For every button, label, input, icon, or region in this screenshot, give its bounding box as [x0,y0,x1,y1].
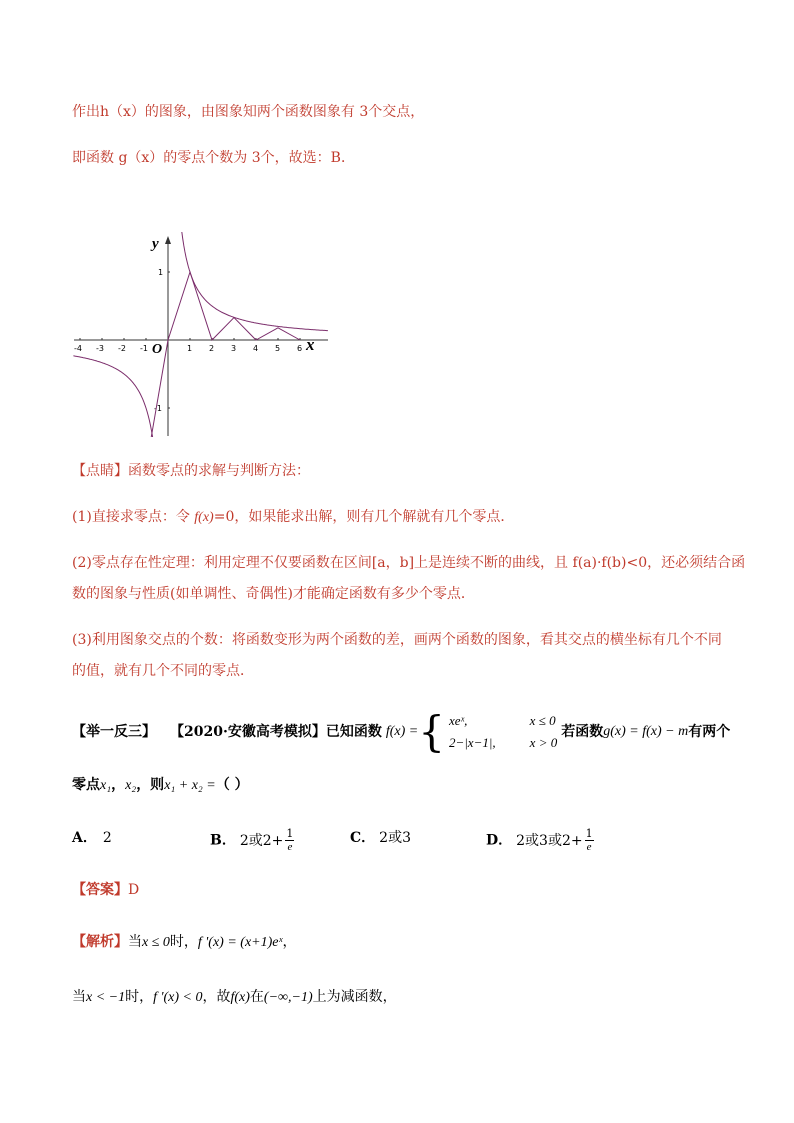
analysis-2-e: 上为减函数， [312,989,397,1005]
analysis-line-1 [72,932,296,953]
sum-expr: x₁ + x₂ = [164,778,216,793]
analysis-2-f: f(x) [230,990,250,1005]
x-tick-label: -4 [74,344,82,353]
function-graph [70,232,335,437]
option-d-label: D． [486,832,513,849]
option-d[interactable] [486,828,596,853]
option-a[interactable] [72,828,112,848]
case-1-expr: xeˣ, [448,713,468,728]
x-tick-label: -3 [96,344,104,353]
problem-tag: 【举一反三】 [72,724,156,740]
y-tick-label: 1 [158,268,164,277]
x-axis-label: x [306,335,315,354]
tip-title: 【点睛】函数零点的求解与判断方法： [72,463,310,479]
x-tick-label: 3 [231,344,237,353]
zigzag-function [168,272,300,340]
option-b-label: B． [210,832,236,849]
analysis-2-b: 时， [125,989,154,1005]
prev-line-1: 作出h（x）的图象，由图象知两个函数图象有 3个交点， [72,104,425,120]
option-c-label: C． [350,830,376,846]
tip-item-2-line-2: 数的图象与性质(如单调性、奇偶性)才能确定函数有多少个零点． [72,586,475,602]
tip-item-1-prefix: (1)直接求零点：令 [72,509,195,525]
x-tick-label: 5 [275,344,281,353]
problem-stem-a: 已知函数 [325,724,382,740]
option-c-value: 2或3 [379,830,411,846]
analysis-2-cond: x < −1 [86,990,126,1005]
analysis-2-a: 当 [72,989,86,1005]
origin-label: O [152,342,163,357]
option-b-value: 2或2+ [239,832,284,849]
tip-item-1-expr: f(x) [194,510,214,525]
analysis-label: 【解析】 [72,934,128,950]
analysis-1-a: 当 [128,934,142,950]
problem-stem-b: 若函数 [561,724,604,740]
analysis-1-cond: x ≤ 0 [142,935,170,950]
option-b[interactable] [210,828,296,853]
answer-value: D [128,882,140,898]
case-2-expr: 2−|x−1|, [448,735,496,750]
x-tick-label: 6 [297,344,303,353]
option-d-fraction: $\frac{1}{e}$ [585,827,593,853]
x-tick-label: 4 [253,344,259,353]
answer-label: 【答案】 [72,882,128,898]
option-b-fraction: $\frac{1}{e}$ [286,827,294,853]
g-expr: g(x) = f(x) − m [603,724,689,739]
option-c[interactable] [350,828,411,848]
hyperbola-left-branch [73,356,152,437]
answer-paren: （ ） [215,777,249,793]
piecewise-brace: { [418,707,445,756]
problem-source: 【2020·安徽高考模拟】 [170,724,326,740]
comma: ， [111,777,126,793]
y-axis-label: y [152,236,159,252]
option-a-value: 2 [102,830,112,846]
tip-item-1-suffix: =0，如果能求出解，则有几个解就有几个零点． [213,509,515,525]
analysis-2-c: ，故 [202,989,231,1005]
problem-line-2-a: 零点 [72,777,100,793]
problem-stem-c: 有两个 [688,724,731,740]
tip-item-1 [72,507,514,528]
analysis-2-expr: f '(x) < 0 [153,990,203,1005]
prev-line-2: 即函数 g（x）的零点个数为 3个，故选：B． [72,150,355,166]
y-tick-label: -1 [154,404,162,413]
x-tick-label: -1 [140,344,148,353]
problem-line-2 [72,775,249,796]
piecewise-cases [445,710,561,754]
analysis-1-c: ， [282,934,297,950]
x-tick-label: 1 [187,344,193,353]
case-2-cond: x > 0 [529,735,558,750]
hyperbola-right-branch [174,232,328,331]
analysis-line-2 [72,987,397,1008]
tip-item-3-line-2: 的值，就有几个不同的零点． [72,663,254,679]
analysis-2-d: 在 [249,989,264,1005]
analysis-1-b: 时， [169,934,198,950]
x-tick-label: -2 [118,344,126,353]
tip-item-2-line-1: (2)零点存在性定理：利用定理不仅要函数在区间[a，b]上是连续不断的曲线，且 f(a)·f(b)<0，还必须结合函 [72,555,746,571]
problem-stem [72,707,731,756]
x-tick-label: 2 [209,344,215,353]
f-lhs: f(x) = [385,724,419,739]
option-a-label: A． [72,830,97,846]
tip-item-3-line-1: (3)利用图象交点的个数：将函数变形为两个函数的差，画两个函数的图象，看其交点的横坐标有几个不同 [72,632,722,648]
x1: x₁ [100,778,112,793]
x2: x₂ [125,778,137,793]
problem-line-2-b: ，则 [136,777,165,793]
answer-line [72,880,139,900]
y-axis-arrow [165,236,171,244]
option-d-value: 2或3或2+ [516,832,583,849]
analysis-2-interval: (−∞,−1) [263,990,313,1005]
case-1-cond: x ≤ 0 [529,713,556,728]
analysis-1-expr: f '(x) = (x+1)eˣ [197,935,283,950]
